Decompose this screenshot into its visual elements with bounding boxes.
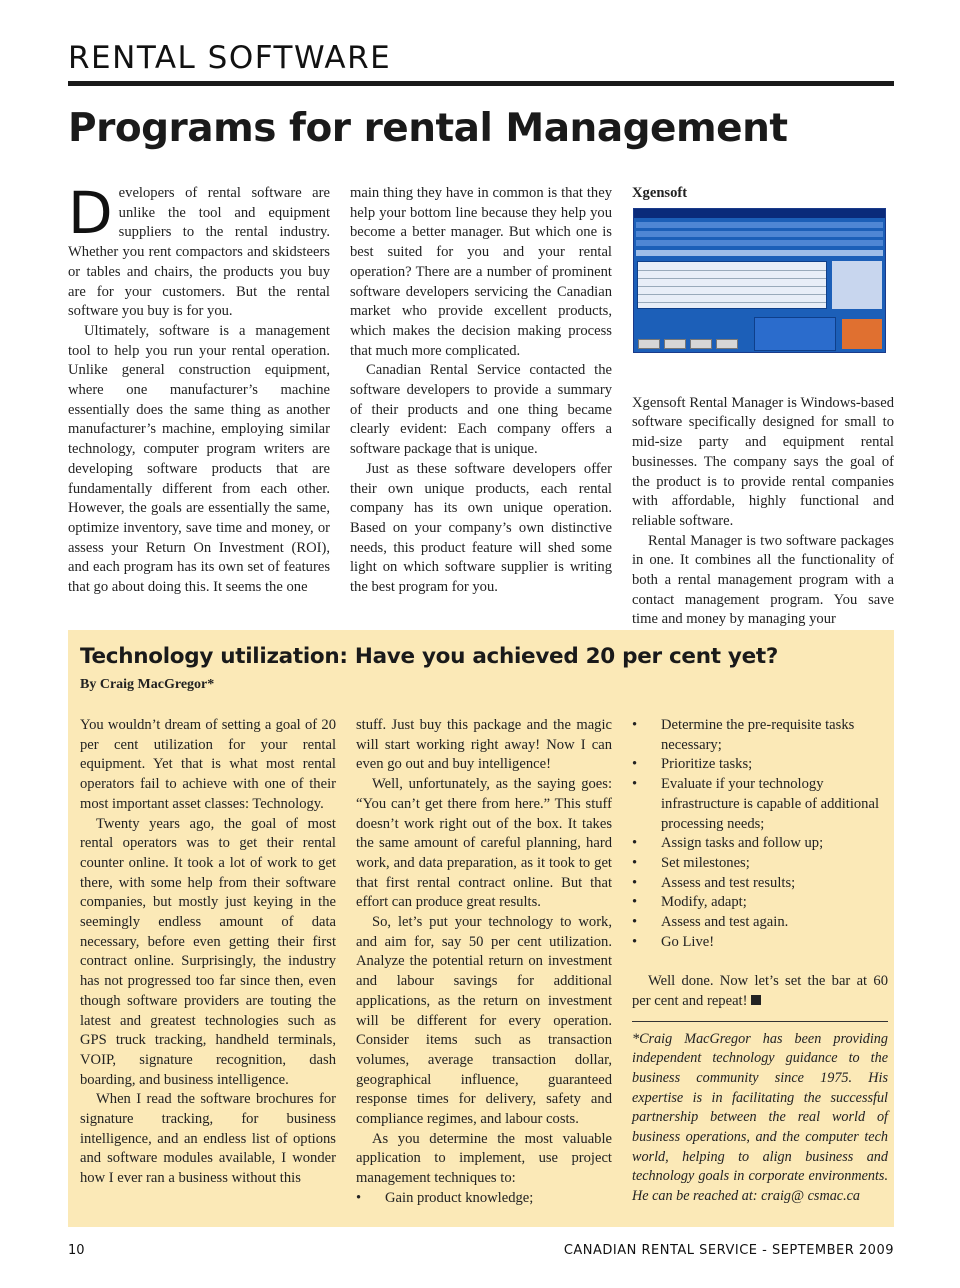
screenshot-totals-panel: [754, 317, 836, 351]
section-label: RENTAL SOFTWARE: [68, 40, 392, 76]
sidebar-byline: By Craig MacGregor*: [80, 677, 215, 692]
sidebar-paragraph: stuff. Just buy this package and the magic will start working right away! Now I can even go out and buy intelligence!: [356, 717, 612, 773]
bio-divider: [632, 1021, 888, 1022]
task-list: [356, 1189, 612, 1209]
article-paragraph: Rental Manager is two software packages in one. It combines all the functionality of both a rental management program with a contact management program. You save time and money by managing your: [632, 532, 894, 628]
screenshot-grid: [637, 261, 827, 309]
screenshot-highlight-panel: [842, 319, 882, 349]
sidebar-column-2: [356, 716, 612, 1209]
sidebar-paragraph: As you determine the most valuable application to implement, use project management techniques to:: [356, 1130, 612, 1187]
screenshot-field-row: [636, 222, 883, 228]
header-rule: [68, 81, 894, 86]
list-item: • Evaluate if your technology infrastructure is capable of additional processing needs;: [632, 775, 888, 834]
list-item: • Set milestones;: [632, 854, 888, 874]
sidebar-paragraph: Well, unfortunately, as the saying goes: “You can’t get there from here.” This stuff doesn’t work right out of the box. It takes the same amount of careful planning, hard work, and data preparation, as it took to get that first rental contract online. But that effort can produce great results.: [356, 776, 612, 911]
screenshot-side-panel: [832, 261, 882, 309]
list-item: • Go Live!: [632, 933, 888, 953]
task-list: [632, 716, 888, 952]
article-paragraph: Xgensoft Rental Manager is Windows-based software specifically designed for small to mid-size party and equipment rental businesses. The company says the goal of the product is to provide rental companies with affordable, highly functional and reliable software.: [632, 394, 894, 529]
article-paragraph: evelopers of rental software are unlike the tool and equipment suppliers to the rental industry. Whether you rent compactors and skidsteers or tables and chairs, the products you buy are for your customers. But the rental software you buy is for you.: [68, 185, 330, 320]
article-paragraph: Canadian Rental Service contacted the software developers to provide a summary of their products and one thing became clearly evident: Each company offers a software package that is unique.: [350, 362, 612, 458]
drop-cap: D: [68, 179, 113, 247]
list-item: • Determine the pre-requisite tasks necessary;: [632, 716, 888, 755]
screenshot-button: [716, 339, 738, 349]
sidebar-column-1: [80, 716, 336, 1189]
author-bio: *Craig MacGregor has been providing independent technology guidance to the business community since 1975. His expertise is in facilitating the successful partnership between the real world of business operations, and the computer tech world, helping to align business and technology goals in corporate environments. He can be reached at: craig@ csmac.ca: [632, 1030, 888, 1205]
screenshot-field-row: [636, 231, 883, 237]
list-item: • Assess and test again.: [632, 913, 888, 933]
sidebar-paragraph: When I read the software brochures for signature tracking, for business intelligence, and an endless list of options and software modules available, I wonder how I ever ran a business without this: [80, 1091, 336, 1187]
article-paragraph: Just as these software developers offer their own unique products, each rental company has its own unique operation. Based on your company’s own distinctive needs, this product feature will shed some light on which software supplier is writing the best program for you.: [350, 460, 612, 596]
article-paragraph: Ultimately, software is a management tool to help you run your rental operation. Unlike general construction equipment, where one manufacturer’s machine essentially does the same thing as another manufacturer’s machine, employing similar technology, computer program writers are developing software products that are fundamentally different from each other. However, the goals are essentially the same, optimize inventory, save time and money, or assess your Return On Investment (ROI), and each program has its own set of features that go about doing this. It seems the one: [68, 322, 330, 596]
list-item: • Prioritize tasks;: [632, 755, 888, 775]
sidebar-column-3: [632, 716, 888, 1207]
page-number: 10: [68, 1243, 85, 1258]
article-column-2: [350, 184, 612, 598]
closing-paragraph: [632, 972, 888, 1011]
article-paragraph: main thing they have in common is that they help your bottom line because they help you become a better manager. But which one is best suited for you and your rental operation? There are a number of prominent software developers servicing the Canadian market who provide excellent products, which makes the decision making process that much more complicated.: [350, 185, 612, 359]
screenshot-button: [690, 339, 712, 349]
screenshot-button: [638, 339, 660, 349]
end-mark-icon: [751, 995, 761, 1005]
sidebar-title: Technology utilization: Have you achieved 20 per cent yet?: [80, 644, 779, 669]
closing-text: Well done. Now let’s set the bar at 60 per cent and repeat!: [632, 973, 888, 1009]
software-screenshot: [633, 208, 886, 353]
page-title: Programs for rental Management: [68, 106, 788, 151]
article-column-3: [632, 184, 894, 630]
sidebar-paragraph: You wouldn’t dream of setting a goal of 20 per cent utilization for your rental equipment. Yet that is what most rental operators fail to achieve with one of their most important asset classes: Technology.: [80, 717, 336, 812]
list-item: • Gain product knowledge;: [356, 1189, 612, 1209]
sidebar-paragraph: So, let’s put your technology to work, and aim for, say 50 per cent utilization. Analyze the potential return on investment and labour savings for additional applications, as the return on investment will be different for every operation. Consider items such as transaction volumes, average transaction dollar, geographical influence, guaranteed response times for delivery, safety and compliance regimes, and labour costs.: [356, 914, 612, 1128]
sidebar-paragraph: Twenty years ago, the goal of most rental operators was to get their rental counter online. It took a lot of work to get there, with some help from their software companies, but mostly just keying in the seemingly endless amount of data necessary, before even getting their first contract online. Surprisingly, the industry has not progressed too far since then, even though software providers are touting the latest and greatest technologies such as GPS truck tracking, handheld terminals, VOIP, signature recognition, dash boarding, and business intelligence.: [80, 815, 336, 1088]
list-item: • Modify, adapt;: [632, 893, 888, 913]
screenshot-button: [664, 339, 686, 349]
publication-footer: CANADIAN RENTAL SERVICE - SEPTEMBER 2009: [563, 1243, 894, 1258]
list-item: • Assess and test results;: [632, 874, 888, 894]
vendor-heading: Xgensoft: [632, 185, 688, 201]
screenshot-tab-row: [636, 250, 883, 256]
screenshot-titlebar: [634, 209, 885, 218]
list-item: • Assign tasks and follow up;: [632, 834, 888, 854]
article-column-1: [68, 179, 330, 598]
screenshot-field-row: [636, 240, 883, 246]
